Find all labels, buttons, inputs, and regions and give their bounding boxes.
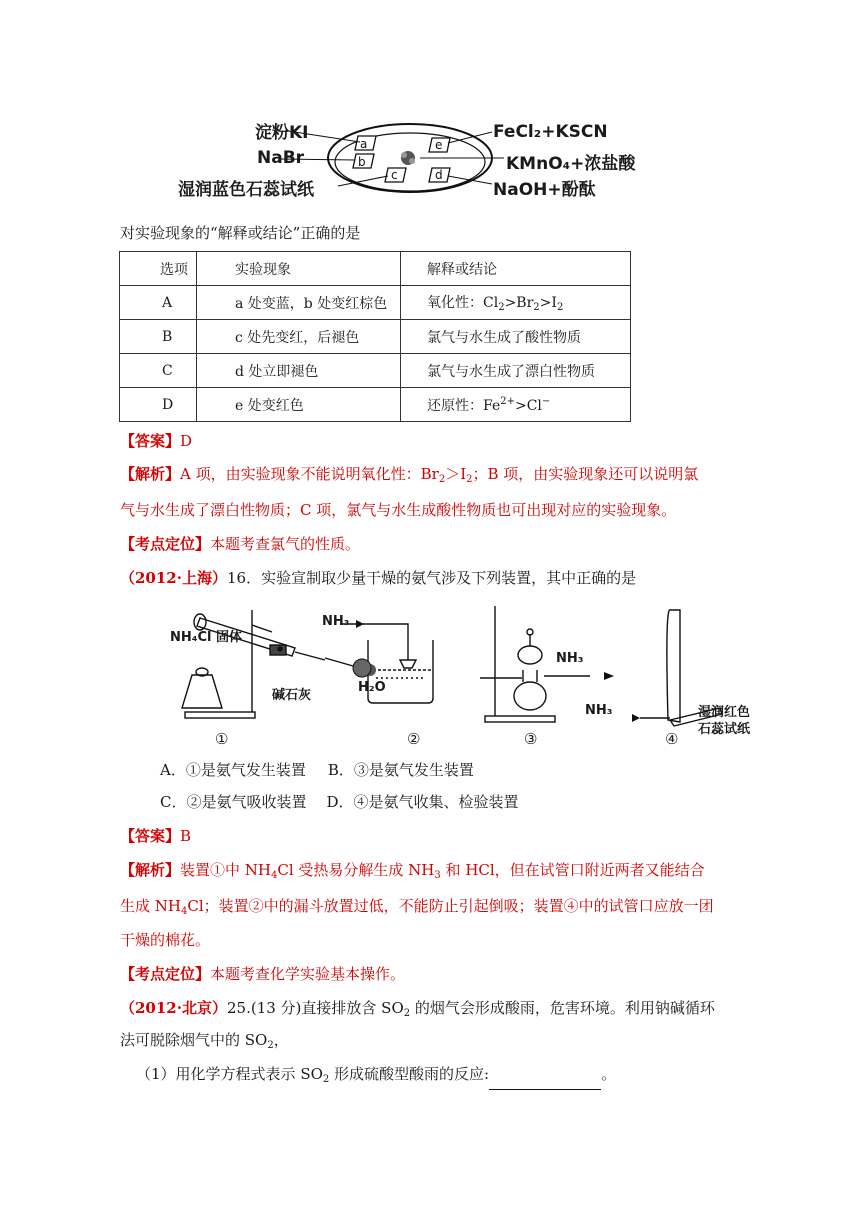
ammonia-apparatus-figure (160, 600, 770, 750)
label-nh3-b: NH₃ (556, 651, 584, 666)
question-25-line1: （2012·北京）25.(13 分)直接排放含 $SO_2$ 的烟气会形成酸雨，危害环境。利用钠碱循环 (120, 999, 715, 1019)
row-option: D (120, 388, 197, 422)
answer-blank[interactable] (489, 1073, 601, 1090)
label-nabr: NaBr (257, 148, 305, 168)
apparatus-number-4: ④ (665, 730, 679, 748)
exam-point-1: 【考点定位】本题考查氯气的性质。 (120, 535, 361, 553)
answer-2: 【答案】B (120, 827, 192, 845)
analysis-1-line1: 【解析】A 项，由实验现象不能说明氧化性：$Br_2>I_2$；B 项，由实验现象还可以说明氯 (120, 465, 699, 485)
row-conclusion: 还原性：$Fe^{2+}>Cl^-$ (401, 388, 631, 422)
spot-b: b (358, 155, 366, 169)
question-25-part1: （1）用化学方程式表示 $SO_2$ 形成硫酸型酸雨的反应: 。 (136, 1064, 616, 1090)
analysis-2-line3: 干燥的棉花。 (120, 931, 211, 949)
row-option: C (120, 354, 197, 388)
row-phenomenon: a 处变蓝，b 处变红棕色 (197, 286, 401, 320)
label-red-litmus-2: 石蕊试纸 (698, 722, 751, 737)
header-conclusion: 解释或结论 (401, 252, 631, 286)
table-row (120, 286, 631, 320)
question-25-line2: 法可脱除烟气中的 $SO_2$， (120, 1031, 289, 1051)
option-c: C．②是氨气吸收装置 (160, 793, 307, 811)
label-nh4cl: NH₄Cl 固体 (170, 630, 242, 645)
label-nh3-c: NH₃ (585, 703, 613, 718)
row-phenomenon: e 处变红色 (197, 388, 401, 422)
label-kI: 淀粉KI (255, 123, 309, 143)
apparatus-number-3: ③ (524, 730, 538, 748)
answer-1: 【答案】D (120, 432, 193, 450)
analysis-2-line2: 生成 $NH_4Cl$；装置②中的漏斗放置过低，不能防止引起倒吸；装置④中的试管口应放一团 (120, 897, 714, 917)
label-red-litmus-1: 湿润红色 (698, 705, 751, 720)
row-phenomenon: d 处立即褪色 (197, 354, 401, 388)
apparatus-number-1: ① (215, 730, 229, 748)
table-row (120, 320, 631, 354)
analysis-1-line2: 气与水生成了漂白性物质；C 项，氯气与水生成酸性物质也可出现对应的实验现象。 (120, 501, 677, 519)
question-intro: 对实验现象的“解释或结论”正确的是 (120, 224, 361, 242)
option-d: D．④是氨气收集、检验装置 (326, 793, 519, 811)
spot-c: c (391, 168, 398, 182)
label-h2o: H₂O (358, 680, 386, 695)
header-phenomenon: 实验现象 (197, 252, 401, 286)
spot-e: e (435, 138, 443, 152)
table-row (120, 388, 631, 422)
label-litmus: 湿润蓝色石蕊试纸 (178, 180, 314, 200)
option-row-2 (160, 792, 519, 812)
option-a: A．①是氨气发生装置 (160, 761, 306, 779)
row-conclusion: 氯气与水生成了漂白性物质 (401, 354, 631, 388)
label-naoh: NaOH+酚酞 (493, 180, 596, 200)
option-b: B．③是氨气发生装置 (327, 761, 474, 779)
row-phenomenon: c 处先变红，后褪色 (197, 320, 401, 354)
row-option: B (120, 320, 197, 354)
label-soda-lime: 碱石灰 (272, 688, 312, 703)
options-table (119, 251, 631, 422)
row-option: A (120, 286, 197, 320)
row-conclusion: 氯气与水生成了酸性物质 (401, 320, 631, 354)
question-16: （2012·上海）16．实验宣制取少量干燥的氨气涉及下列装置，其中正确的是 (120, 569, 637, 587)
table-header-row (120, 252, 631, 286)
option-row-1 (160, 760, 474, 780)
spot-d: d (435, 168, 443, 182)
label-kmno4: KMnO₄+浓盐酸 (506, 154, 636, 174)
row-conclusion: 氧化性：$Cl_2>Br_2>I_2$ (401, 286, 631, 320)
label-fecl2: FeCl₂+KSCN (493, 122, 608, 142)
analysis-2-line1: 【解析】装置①中 $NH_4Cl$ 受热易分解生成 $NH_3$ 和 HCl，但在试管口附近两者又能结合 (120, 861, 705, 881)
exam-point-2: 【考点定位】本题考查化学实验基本操作。 (120, 965, 406, 983)
header-option: 选项 (120, 252, 197, 286)
spot-a: a (360, 137, 368, 151)
apparatus-number-2: ② (407, 730, 421, 748)
table-row (120, 354, 631, 388)
label-nh3-a: NH₃ (322, 614, 350, 629)
